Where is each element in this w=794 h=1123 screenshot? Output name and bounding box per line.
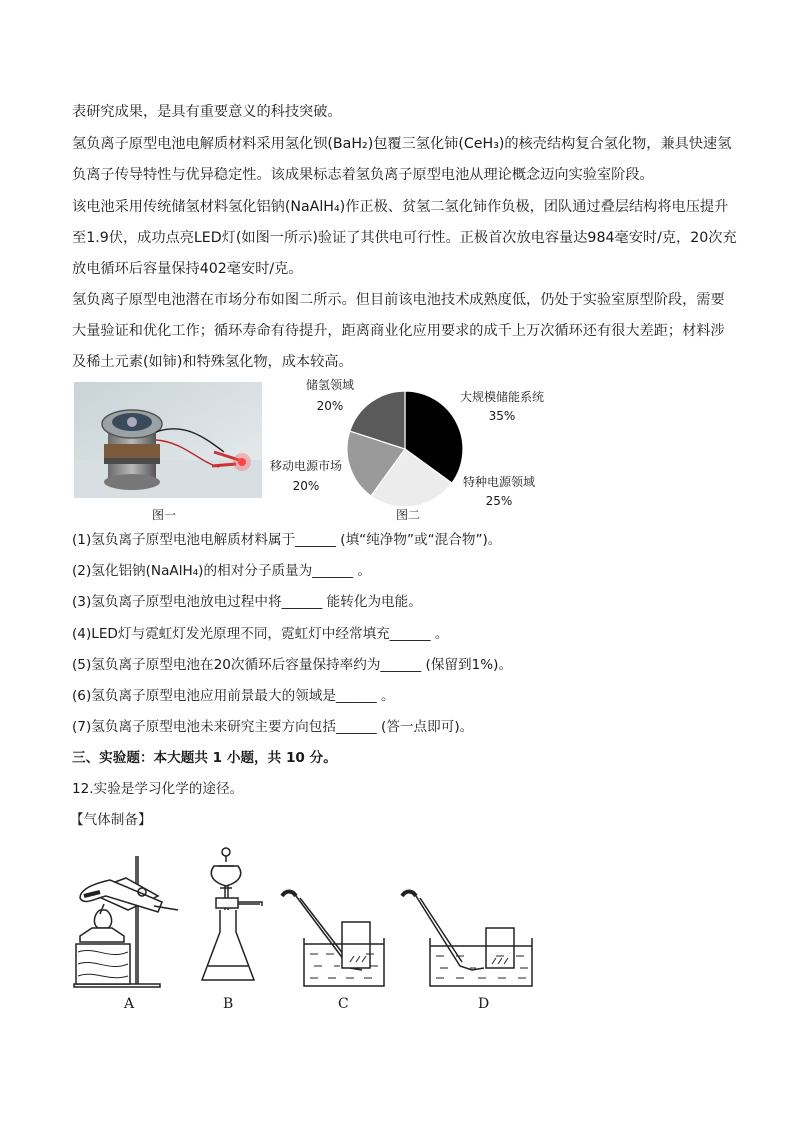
apparatus-c-drawing — [280, 888, 390, 988]
passage-line-1: 表研究成果，是具有重要意义的科技突破。 — [72, 104, 342, 120]
apparatus-c-label: C — [338, 996, 349, 1012]
question-12: 12.实验是学习化学的途径。 — [72, 781, 244, 797]
pie-label-special — [454, 474, 544, 509]
apparatus-a-drawing — [70, 848, 182, 988]
passage-line-7: 氢负离子原型电池潜在市场分布如图二所示。但目前该电池技术成熟度低，仍处于实验室原型阶段，需要 — [72, 292, 725, 308]
apparatus-a-label: A — [124, 996, 135, 1012]
passage-line-6: 放电循环后容量保持402毫安时/克。 — [72, 261, 303, 277]
apparatus-d-label: D — [478, 996, 490, 1012]
pie-label-storage-hydrogen — [294, 377, 366, 414]
question-1: (1)氢负离子原型电池电解质材料属于______ (填“纯净物”或“混合物”)。 — [72, 532, 502, 548]
pie-label-value: 25% — [485, 494, 513, 508]
figure2-caption: 图二 — [396, 508, 421, 522]
passage-line-3: 负离子传导特性与优异稳定性。该成果标志着氢负离子原型电池从理论概念迈向实验室阶段。 — [72, 167, 654, 183]
passage-line-2: 氢负离子原型电池电解质材料采用氢化钡(BaH₂)包覆三氢化铈(CeH₃)的核壳结构复合氢化物，兼具快速氢 — [72, 136, 732, 152]
question-5: (5)氢负离子原型电池在20次循环后容量保持率约为______ (保留到1%)。 — [72, 657, 513, 673]
pie-label-mobile — [264, 458, 348, 494]
passage-line-4: 该电池采用传统储氢材料氢化铝钠(NaAlH₄)作正极、贫氢二氢化铈作负极，团队通过叠层结构将电压提升 — [72, 199, 729, 215]
pie-label-text: 大规模储能系统 — [459, 390, 544, 404]
section-heading: 三、实验题：本大题共 1 小题，共 10 分。 — [72, 750, 337, 766]
pie-label-value: 20% — [292, 479, 320, 493]
question-4: (4)LED灯与霓虹灯发光原理不同，霓虹灯中经常填充______ 。 — [72, 626, 449, 642]
passage-line-9: 及稀土元素(如铈)和特殊氢化物，成本较高。 — [72, 354, 353, 370]
figure1-caption: 图一 — [152, 508, 177, 522]
question-3: (3)氢负离子原型电池放电过程中将______ 能转化为电能。 — [72, 594, 422, 610]
figure1-photo — [74, 382, 262, 498]
question-7: (7)氢负离子原型电池未来研究主要方向包括______ (答一点即可)。 — [72, 719, 474, 735]
question-2: (2)氢化铝钠(NaAlH₄)的相对分子质量为______ 。 — [72, 563, 371, 579]
question-6: (6)氢负离子原型电池应用前景最大的领域是______ 。 — [72, 688, 395, 704]
apparatus-b-drawing — [198, 840, 268, 986]
pie-label-text: 移动电源市场 — [269, 459, 342, 473]
apparatus-b-label: B — [223, 996, 234, 1012]
apparatus-d-drawing — [400, 888, 540, 988]
pie-label-value: 20% — [316, 399, 344, 413]
pie-label-large-scale — [452, 389, 552, 424]
passage-line-8: 大量验证和优化工作；循环寿命有待提升，距离商业化应用要求的成千上万次循环还有很大差距；材料涉 — [72, 323, 725, 339]
passage-line-5: 至1.9伏，成功点亮LED灯(如图一所示)验证了其供电可行性。正极首次放电容量达984毫安时/克，20次充 — [72, 230, 737, 246]
pie-label-text: 储氢领域 — [305, 378, 354, 392]
pie-label-value: 35% — [488, 409, 516, 423]
pie-label-text: 特种电源领域 — [462, 475, 535, 489]
subsection-title: 【气体制备】 — [70, 812, 152, 828]
